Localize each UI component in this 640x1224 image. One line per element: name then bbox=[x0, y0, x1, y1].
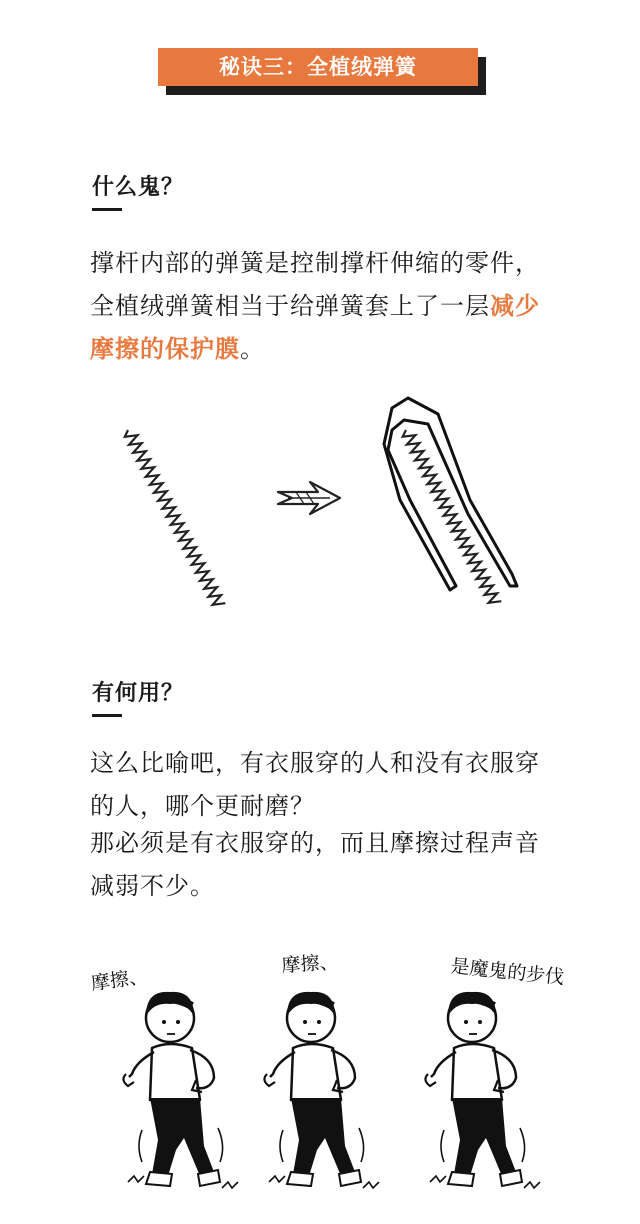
paragraph-text: 那必须是有衣服穿的，而且摩擦过程声音减弱不少。 bbox=[90, 829, 540, 900]
section-paragraph-what bbox=[90, 242, 560, 371]
caption-right: 是魔鬼的步伐 bbox=[449, 955, 566, 989]
highlighted-phrase: 减少摩擦的保护膜 bbox=[90, 292, 540, 363]
heading-underline bbox=[92, 714, 122, 717]
paragraph-end: 。 bbox=[240, 335, 265, 363]
flocked-sleeve bbox=[384, 398, 517, 590]
caption-left: 摩擦、 bbox=[89, 965, 150, 995]
walking-figure bbox=[425, 992, 540, 1188]
section-paragraph-use bbox=[90, 742, 560, 828]
spring-illustration bbox=[0, 390, 640, 650]
section-banner: 秘诀三：全植绒弹簧 bbox=[158, 48, 478, 86]
arrow-right-icon bbox=[278, 482, 340, 514]
paragraph-text: 这么比喻吧，有衣服穿的人和没有衣服穿的人，哪个更耐磨？ bbox=[90, 749, 540, 820]
paragraph-text: 撑杆内部的弹簧是控制撑杆伸缩的零件，全植绒弹簧相当于给弹簧套上了一层 bbox=[90, 249, 540, 320]
walking-figures-illustration bbox=[0, 950, 640, 1220]
plain-spring bbox=[125, 430, 226, 605]
walking-figure bbox=[123, 992, 238, 1188]
walking-figure bbox=[264, 992, 379, 1188]
section-heading-what: 什么鬼？ bbox=[92, 175, 185, 200]
heading-underline bbox=[92, 208, 122, 211]
section-paragraph-use-2 bbox=[90, 822, 560, 908]
section-heading-use: 有何用？ bbox=[92, 681, 185, 706]
caption-mid: 摩擦、 bbox=[280, 951, 340, 977]
